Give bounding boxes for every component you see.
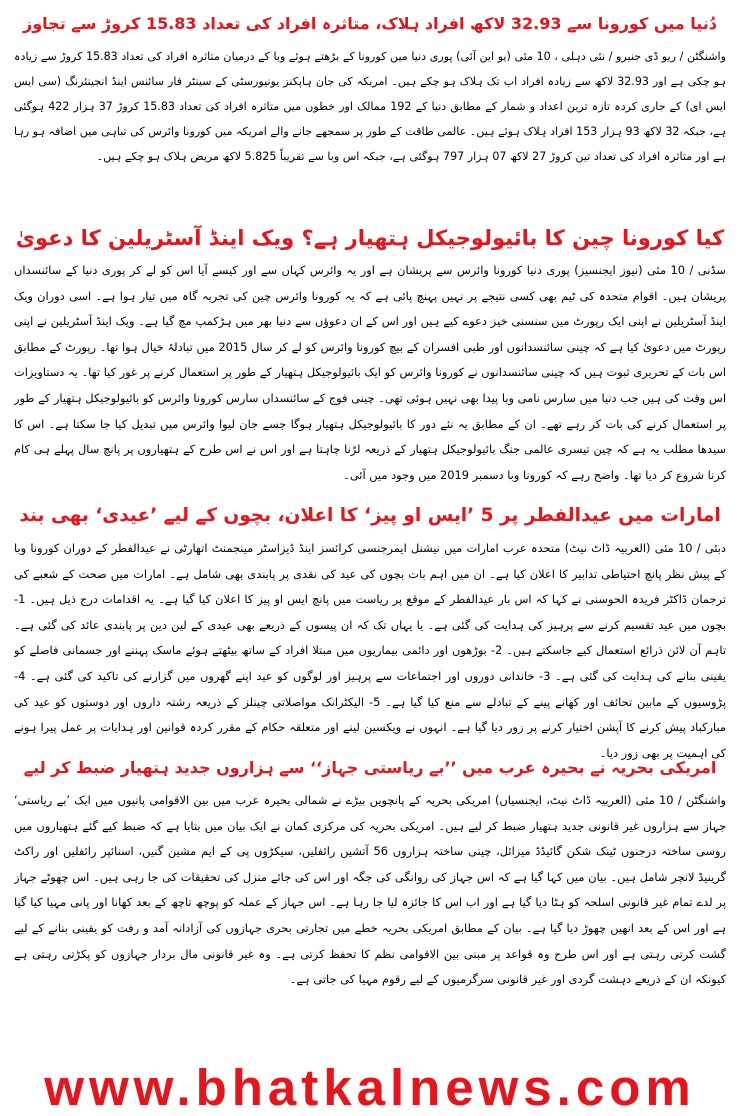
article-us-navy-weapons: [14, 748, 726, 1070]
article-headline: دُنیا میں کورونا سے 32.93 لاکھ افراد ہلاک، متاثرہ افراد کی تعداد 15.83 کروڑ سے تجاوز: [23, 14, 717, 33]
article-body: واشنگٹن / ریو ڈی جنیرو / نئی دہلی ، 10 مئی (یو این آئی) پوری دنیا میں کورونا کے بڑھتے ہوئے وبا کے درمیان متاثرہ افراد کی تعداد 15.83 کروڑ سے زیادہ ہو چکی ہے اور 32.93 لاکھ سے زیادہ افراد اب تک ہلاک ہو چکے ہیں۔ امریکہ کی جان ہاپکنز یونیورسٹی کے سینٹر فار سائنس اینڈ انجینئرنگ (سی ایس ایس ای) کے جاری کردہ تازہ ترین اعداد و شمار کے مطابق دنیا کے 192 ممالک اور خطوں میں متاثرہ افراد کی تعداد 15.83 کروڑ 37 ہزار 422 ہوگئی ہے، جبکہ 32 لاکھ 93 ہزار 153 افراد ہلاک ہوئے ہیں۔ عالمی طاقت کے طور پر سمجھے جانے والے امریکہ میں کورونا وائرس کی تباہی میں اضافہ ہو رہا ہے اور متاثرہ افراد کی تعداد تین کروڑ 27 لاکھ 07 ہزار 797 ہوگئی ہے، جبکہ اس وبا سے تقریباً 5.825 لاکھ مریض ہلاک ہو چکے ہیں۔: [14, 50, 726, 164]
article-headline: امارات میں عیدالفطر پر 5 ’ایس او پیز‘ کا اعلان، بچوں کے لیے ’عیدی‘ بھی بند: [19, 505, 721, 526]
article-body: دبئی / 10 مئی (العربیہ ڈاٹ نیٹ) متحدہ عرب امارات میں نیشنل ایمرجنسی کرائسز اینڈ ڈیزاسٹر مینجمنٹ اتھارٹی نے عیدالفطر کے دوران کورونا وبا کے پیش نظر پانچ احتیاطی تدابیر کا اعلان کیا ہے۔ ان میں اہم بات بچوں کی عید کی نقدی پر پابندی بھی شامل ہے۔ امارات میں صحت کے شعبے کی ترجمان ڈاکٹر فریدہ الحوسنی نے کہا کہ اس بار عیدالفطر کے موقع پر ریاست میں پانچ ایس او پیز کا اعلان کیا گیا ہے۔ یہ اقدامات درج ذیل ہیں۔ 1- بچوں میں عید تقسیم کرنے سے پرہیز کی ہدایت کی گئی ہے۔ یا یہاں تک کہ ان پیسوں کے ذریعے بھی عیدی کے لین دین پر پابندی عائد کی گئی ہے۔ تاہم آن لائن ذرائع استعمال کیے جاسکتے ہیں۔ 2- بوڑھوں اور دائمی بیماریوں میں مبتلا افراد کے ساتھ بیٹھتے ہوئے ماسک پہننے اور جسمانی فاصلے کو یقینی بنانے کی ہدایت کی گئی ہے۔ 3- خاندانی دوروں اور اجتماعات سے پرہیز اور لوگوں کو عید اپنے گھروں میں گزارنے کی تاکید کی گئی ہے۔ 4- پڑوسیوں کے مابین تحائف اور کھانے پینے کے تبادلے سے منع کیا گیا ہے۔ 5- الیکٹرانک مواصلاتی چینلز کے ذریعہ رشتہ داروں اور دوستوں کو عید کی مبارکباد پیش کرنے کا آپشن اختیار کرنے پر زور دیا گیا ہے۔ انہوں نے ویکسین لینے اور متعلقہ حکام کے مقرر کردہ قوانین اور ہدایات پر عمل پیرا ہونے کی اہمیت پر بھی زور دیا۔: [14, 541, 726, 760]
article-headline: امریکی بحریہ نے بحیرہ عرب میں ’’بے ریاستی جہاز‘‘ سے ہزاروں جدید ہتھیار ضبط کر لیے: [23, 758, 717, 777]
article-uae-eid-sops: [14, 496, 726, 768]
site-url-banner: www.bhatkalnews.com: [44, 1059, 696, 1116]
article-body: واشنگٹن / 10 مئی (العربیہ ڈاٹ نیٹ، ایجنسیاں) امریکی بحریہ کے پانچویں بیڑے نے شمالی بحیرہ عرب میں بین الاقوامی پانیوں میں ایک ’بے ریاستی‘ جہاز سے ہزاروں غیر قانونی جدید ہتھیار ضبط کر لیے ہیں۔ امریکی بحریہ کی مرکزی کمان نے ایک بیان میں بتایا ہے کہ ضبط کیے گئے ہتھیاروں میں روسی ساختہ درجنوں ٹینک شکن گائیڈڈ میزائل، چینی ساختہ ہزاروں 56 آتشیں رائفلیں، سیکڑوں پی کے ایم مشین گنیں، اسنائپر رائفلیں اور راکٹ گرینیڈ لانچر شامل ہیں۔ بیان میں کہا گیا ہے کہ اس جہاز کی روانگی کی جگہ اور اس کی جائے منزل کی تحقیقات کی جا رہی ہیں۔ اس چھوٹے جہاز پر لدے تمام غیر قانونی اسلحہ کو ہٹا دیا گیا ہے اور اب اس کا جائزہ لیا جا رہا ہے۔ اس جہاز کے عملہ کو پوچھ تاچھ کے بعد کھانا اور پانی مہیا کیا گیا ہے اور اس کے بعد انھیں چھوڑ دیا گیا ہے۔ بیان کے مطابق امریکی بحریہ خطے میں تجارتی بحری جہازوں کی آزادانہ آمد و رفت کو یقینی بنانے کے لیے گشت کرتی رہتی ہے اور اس طرح وہ قواعد پر مبنی بین الاقوامی نظم کا تحفظ کرتی ہے۔ وہ غیر قانونی مال بردار جہازوں کو پکڑتی رہتی ہے کیونکہ ان کے ذریعے دہشت گردی اور غیر قانونی سرگرمیوں کے لیے رقوم مہیا کی جاتی ہے۔: [14, 793, 726, 987]
article-body: سڈنی / 10 مئی (نیوز ایجنسیز) پوری دنیا کورونا وائرس سے پریشان ہے اور یہ وائرس کہاں سے اور کیسے آیا اس کو لے کر پوری دنیا کے سائنسداں پریشان ہیں۔ اقوام متحدہ کی ٹیم بھی کسی نتیجے پر نہیں پہنچ پائی ہے کہ یہ کورونا وائرس چین کی تجربہ گاہ میں تیار ہوا ہے۔ اسی دوران ویک اینڈ آسٹریلین نے اپنی ایک رپورٹ میں سنسنی خیز دعوے کیے ہیں اور اس کے ان دعوؤں سے دنیا بھر میں ہڑکمپ مچ گیا ہے۔ ویک اینڈ آسٹریلین نے اپنی رپورٹ میں دعویٰ کیا ہے کہ چینی سائنسدانوں اور طبی افسران کے بیچ کورونا وائرس کو لے کر سال 2015 میں تبادلۂ خیال ہوا تھا۔ رپورٹ کے مطابق اس بات کے تحریری ثبوت ہیں کہ چینی سائنسدانوں نے کورونا وائرس کو ایک بائیولوجیکل ہتھیار کے طور پر استعمال کرنے پر غور کیا تھا۔ یہ دستاویزات اس وقت کی ہیں جب دنیا میں سارس نامی وبا پیدا بھی نہیں ہوئی تھی۔ چینی فوج کے سائنسداں سارس کورونا وائرس کو بائیولوجیکل ہتھیار کے طور پر استعمال کرنے کی بات کر رہے تھے۔ ان کے مطابق یہ نئے دور کا بائیولوجیکل ہتھیار ہوگا جسے جان لیوا وائرس میں تبدیل کیا جا سکتا ہے۔ اس کا سیدھا مطلب یہ ہے کہ چین تیسری عالمی جنگ بائیولوجیکل ہتھیار کے ذریعہ لڑنا چاہتا ہے اور اس نے اس طرح کے ہتھیاروں پر پانچ سال پہلے ہی کام کرنا شروع کر دیا تھا۔ واضح رہے کہ کورونا وبا دسمبر 2019 میں وجود میں آئی۔: [14, 263, 726, 482]
article-covid-world: [14, 4, 726, 196]
article-headline: کیا کورونا چین کا بائیولوجیکل ہتھیار ہے؟ ویک اینڈ آسٹریلین کا دعویٰ: [15, 226, 725, 250]
article-china-bioweapon: [14, 218, 726, 514]
